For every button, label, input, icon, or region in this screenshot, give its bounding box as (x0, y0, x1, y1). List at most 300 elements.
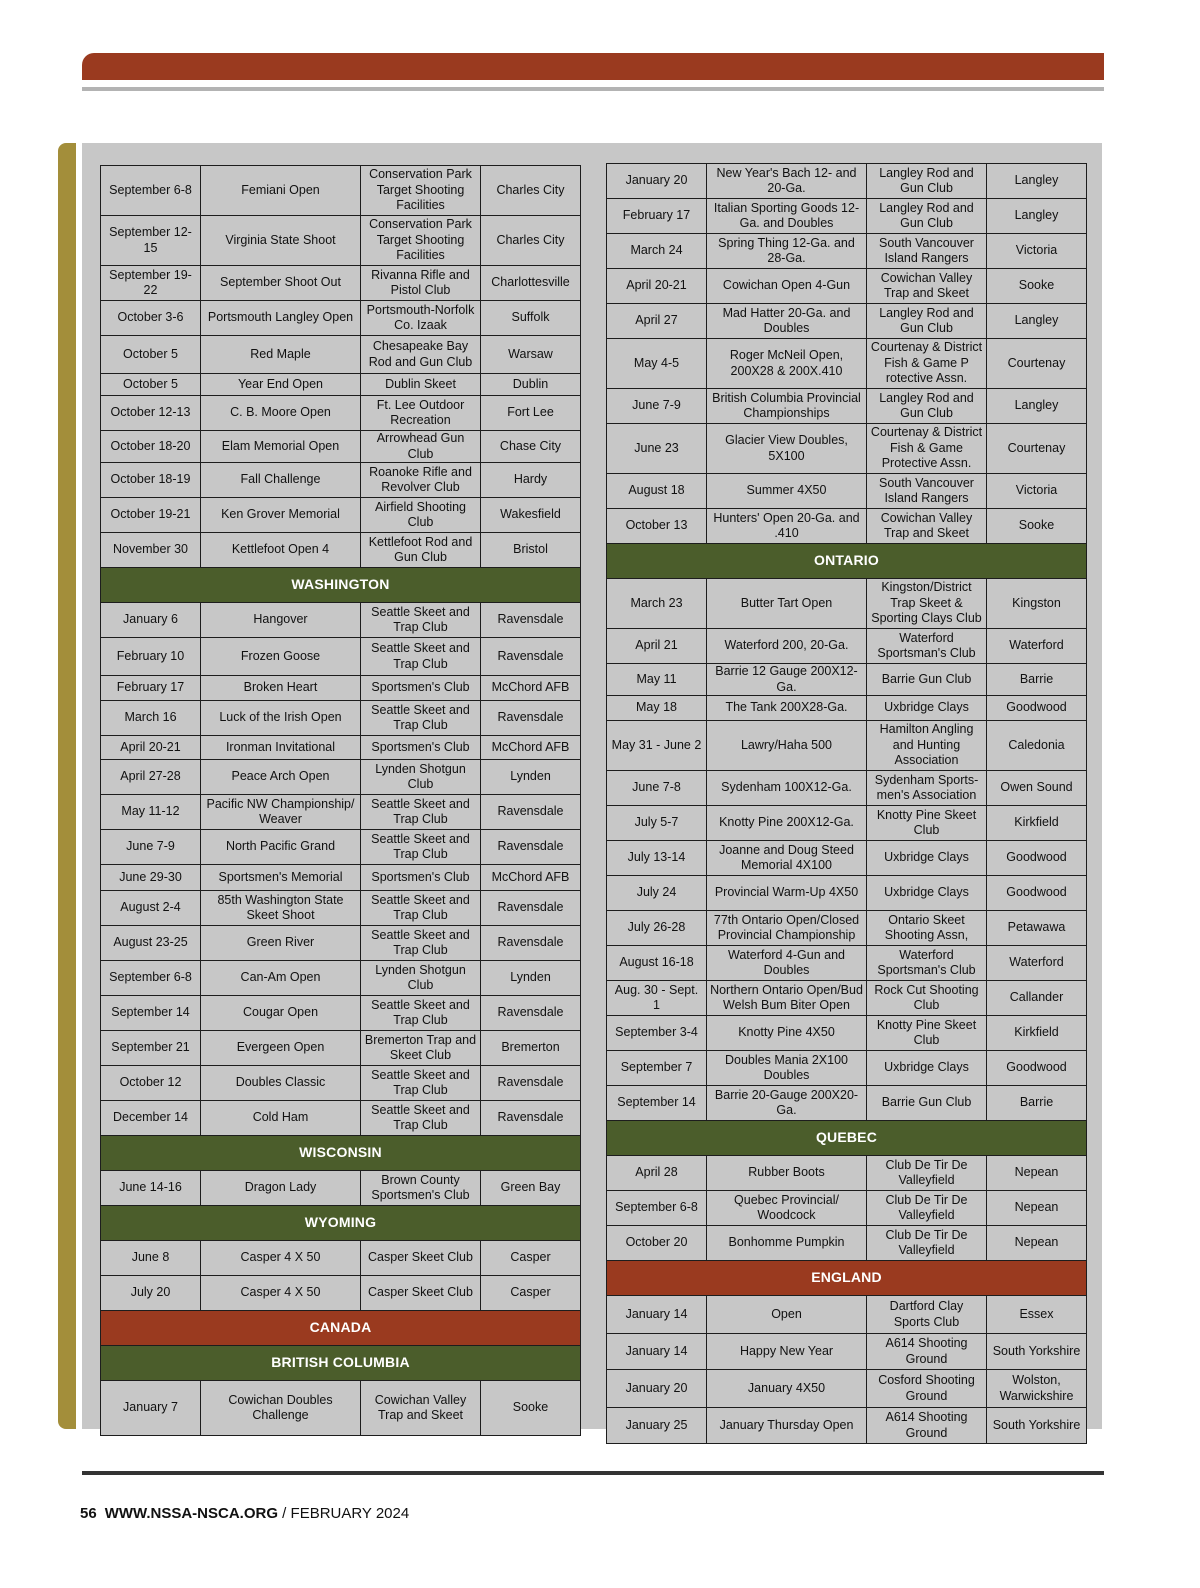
event-name: Broken Heart (201, 676, 361, 701)
event-club: Dublin Skeet (361, 374, 481, 396)
event-name: Frozen Goose (201, 638, 361, 676)
section-header: QUEBEC (607, 1121, 1087, 1156)
event-name: Cowichan Doubles Challenge (201, 1381, 361, 1436)
event-club: Club De Tir De Valleyfield (867, 1191, 987, 1226)
event-name: Roger McNeil Open, 200X28 & 200X.410 (707, 339, 867, 389)
event-club: Sportsmen's Club (361, 736, 481, 760)
event-city: Ravensdale (481, 830, 581, 865)
side-accent-bar (58, 143, 76, 1429)
event-date: January 14 (607, 1296, 707, 1334)
event-city: Nepean (987, 1156, 1087, 1191)
event-name: C. B. Moore Open (201, 396, 361, 431)
schedule-table-left (100, 165, 581, 1436)
event-club: Seattle Skeet and Trap Club (361, 996, 481, 1031)
event-name: Fall Challenge (201, 463, 361, 498)
top-rule (82, 87, 1104, 91)
table-row (101, 1031, 581, 1066)
table-row (101, 1066, 581, 1101)
event-name: September Shoot Out (201, 266, 361, 301)
event-date: June 7-9 (101, 830, 201, 865)
event-date: June 7-9 (607, 389, 707, 424)
event-club: A614 Shooting Ground (867, 1408, 987, 1444)
event-name: Ironman Invitational (201, 736, 361, 760)
event-city: Essex (987, 1296, 1087, 1334)
event-name: Joanne and Doug Steed Memorial 4X100 (707, 841, 867, 876)
event-name: Casper 4 X 50 (201, 1241, 361, 1276)
event-city: Langley (987, 304, 1087, 339)
table-row (607, 1016, 1087, 1051)
event-date: July 13-14 (607, 841, 707, 876)
event-city: Kirkfield (987, 1016, 1087, 1051)
event-city: Charles City (481, 166, 581, 216)
table-row (101, 498, 581, 533)
event-date: June 14-16 (101, 1171, 201, 1206)
event-date: April 21 (607, 629, 707, 664)
section-header-row (607, 1121, 1087, 1156)
table-row (607, 1086, 1087, 1121)
event-city: Courtenay (987, 339, 1087, 389)
event-club: Lynden Shotgun Club (361, 760, 481, 795)
table-row (607, 269, 1087, 304)
event-club: Seattle Skeet and Trap Club (361, 603, 481, 638)
event-name: Can-Am Open (201, 961, 361, 996)
event-city: McChord AFB (481, 676, 581, 701)
event-club: Courtenay & District Fish & Game P rotective Assn. (867, 339, 987, 389)
event-name: Red Maple (201, 336, 361, 374)
table-row (101, 926, 581, 961)
event-name: Knotty Pine 200X12-Ga. (707, 806, 867, 841)
table-row (101, 638, 581, 676)
event-date: February 17 (607, 199, 707, 234)
table-row (101, 891, 581, 926)
event-date: October 19-21 (101, 498, 201, 533)
table-row (607, 629, 1087, 664)
table-row (101, 795, 581, 830)
event-name: Waterford 4-Gun and Doubles (707, 946, 867, 981)
event-city: Hardy (481, 463, 581, 498)
event-date: January 6 (101, 603, 201, 638)
event-city: Ravensdale (481, 1066, 581, 1101)
event-city: Victoria (987, 474, 1087, 509)
table-row (607, 1051, 1087, 1086)
table-row (607, 876, 1087, 911)
event-name: Rubber Boots (707, 1156, 867, 1191)
event-name: Sportsmen's Memorial (201, 865, 361, 891)
event-city: Lynden (481, 961, 581, 996)
event-date: February 10 (101, 638, 201, 676)
event-club: Dartford Clay Sports Club (867, 1296, 987, 1334)
table-row (101, 701, 581, 736)
event-city: Fort Lee (481, 396, 581, 431)
event-date: January 20 (607, 164, 707, 199)
event-city: Goodwood (987, 696, 1087, 721)
table-row (607, 981, 1087, 1016)
event-city: Dublin (481, 374, 581, 396)
event-city: Victoria (987, 234, 1087, 269)
event-city: Sooke (987, 509, 1087, 544)
event-name: Happy New Year (707, 1334, 867, 1370)
event-city: Waterford (987, 629, 1087, 664)
event-club: Lynden Shotgun Club (361, 961, 481, 996)
table-row (607, 339, 1087, 389)
event-club: Barrie Gun Club (867, 1086, 987, 1121)
event-date: October 3-6 (101, 301, 201, 336)
event-date: May 18 (607, 696, 707, 721)
table-row (607, 721, 1087, 771)
event-city: Courtenay (987, 424, 1087, 474)
table-row (607, 1370, 1087, 1408)
event-name: Butter Tart Open (707, 579, 867, 629)
event-name: Doubles Classic (201, 1066, 361, 1101)
section-header-row (101, 1206, 581, 1241)
event-date: January 14 (607, 1334, 707, 1370)
event-city: Sooke (987, 269, 1087, 304)
schedule-table-right-body (607, 164, 1087, 1444)
table-row (607, 579, 1087, 629)
event-name: Dragon Lady (201, 1171, 361, 1206)
table-row (607, 304, 1087, 339)
event-club: Seattle Skeet and Trap Club (361, 701, 481, 736)
table-row (101, 301, 581, 336)
event-date: October 18-19 (101, 463, 201, 498)
event-date: January 7 (101, 1381, 201, 1436)
table-row (607, 424, 1087, 474)
event-city: Charles City (481, 216, 581, 266)
table-row (101, 1101, 581, 1136)
event-name: Summer 4X50 (707, 474, 867, 509)
event-city: Ravensdale (481, 701, 581, 736)
table-row (101, 1241, 581, 1276)
event-city: Lynden (481, 760, 581, 795)
event-name: 77th Ontario Open/Closed Provincial Championship (707, 911, 867, 946)
event-club: Seattle Skeet and Trap Club (361, 1066, 481, 1101)
event-city: Ravensdale (481, 795, 581, 830)
event-name: Glacier View Doubles, 5X100 (707, 424, 867, 474)
table-row (101, 830, 581, 865)
event-name: Cowichan Open 4-Gun (707, 269, 867, 304)
event-date: June 8 (101, 1241, 201, 1276)
table-row (101, 1381, 581, 1436)
event-city: South Yorkshire (987, 1408, 1087, 1444)
event-city: Petawawa (987, 911, 1087, 946)
event-club: Seattle Skeet and Trap Club (361, 795, 481, 830)
event-club: Ft. Lee Outdoor Recreation (361, 396, 481, 431)
event-city: Chase City (481, 431, 581, 463)
event-city: Nepean (987, 1226, 1087, 1261)
event-club: Chesapeake Bay Rod and Gun Club (361, 336, 481, 374)
event-name: Northern Ontario Open/Bud Welsh Bum Biter Open (707, 981, 867, 1016)
event-date: September 12-15 (101, 216, 201, 266)
event-date: September 6-8 (607, 1191, 707, 1226)
issue-date: FEBRUARY 2024 (290, 1505, 410, 1522)
event-name: Bonhomme Pumpkin (707, 1226, 867, 1261)
event-club: Uxbridge Clays (867, 696, 987, 721)
event-club: Casper Skeet Club (361, 1241, 481, 1276)
event-club: Knotty Pine Skeet Club (867, 806, 987, 841)
event-name: Hunters' Open 20-Ga. and .410 (707, 509, 867, 544)
page-number: 56 (80, 1505, 97, 1522)
event-club: Uxbridge Clays (867, 841, 987, 876)
event-date: August 2-4 (101, 891, 201, 926)
event-city: Langley (987, 389, 1087, 424)
event-name: Doubles Mania 2X100 Doubles (707, 1051, 867, 1086)
event-date: June 7-8 (607, 771, 707, 806)
section-header: CANADA (101, 1311, 581, 1346)
event-city: Wolston, Warwickshire (987, 1370, 1087, 1408)
event-club: Barrie Gun Club (867, 664, 987, 696)
event-club: Langley Rod and Gun Club (867, 164, 987, 199)
event-name: 85th Washington State Skeet Shoot (201, 891, 361, 926)
event-club: Airfield Shooting Club (361, 498, 481, 533)
event-city: Ravensdale (481, 603, 581, 638)
section-header-row (101, 568, 581, 603)
event-club: Seattle Skeet and Trap Club (361, 926, 481, 961)
table-row (607, 771, 1087, 806)
event-city: McChord AFB (481, 736, 581, 760)
event-name: Kettlefoot Open 4 (201, 533, 361, 568)
event-club: Kettlefoot Rod and Gun Club (361, 533, 481, 568)
event-name: January Thursday Open (707, 1408, 867, 1444)
event-date: March 24 (607, 234, 707, 269)
event-date: September 21 (101, 1031, 201, 1066)
event-city: Charlottesville (481, 266, 581, 301)
table-row (607, 199, 1087, 234)
event-club: Sportsmen's Club (361, 865, 481, 891)
event-date: October 5 (101, 336, 201, 374)
event-city: Caledonia (987, 721, 1087, 771)
event-city: Ravensdale (481, 926, 581, 961)
event-date: September 6-8 (101, 166, 201, 216)
event-city: Casper (481, 1276, 581, 1311)
event-date: August 16-18 (607, 946, 707, 981)
event-city: Sooke (481, 1381, 581, 1436)
event-name: Evergeen Open (201, 1031, 361, 1066)
event-date: April 28 (607, 1156, 707, 1191)
event-name: Peace Arch Open (201, 760, 361, 795)
event-club: Sydenham Sports-men's Association (867, 771, 987, 806)
event-city: Ravensdale (481, 638, 581, 676)
event-date: April 27 (607, 304, 707, 339)
event-name: Cougar Open (201, 996, 361, 1031)
event-club: South Vancouver Island Rangers (867, 234, 987, 269)
event-name: The Tank 200X28-Ga. (707, 696, 867, 721)
event-name: Pacific NW Championship/ Weaver (201, 795, 361, 830)
event-club: Cowichan Valley Trap and Skeet (867, 509, 987, 544)
event-club: Kingston/District Trap Skeet & Sporting Clays Club (867, 579, 987, 629)
event-name: Ken Grover Memorial (201, 498, 361, 533)
schedule-table-left-body (101, 166, 581, 1436)
event-club: Courtenay & District Fish & Game Protective Assn. (867, 424, 987, 474)
footer-separator: / (278, 1505, 291, 1522)
event-name: New Year's Bach 12- and 20-Ga. (707, 164, 867, 199)
event-club: Seattle Skeet and Trap Club (361, 1101, 481, 1136)
event-name: Knotty Pine 4X50 (707, 1016, 867, 1051)
event-club: A614 Shooting Ground (867, 1334, 987, 1370)
event-name: Hangover (201, 603, 361, 638)
table-row (101, 961, 581, 996)
table-row (101, 865, 581, 891)
event-name: Italian Sporting Goods 12-Ga. and Doubles (707, 199, 867, 234)
event-club: Bremerton Trap and Skeet Club (361, 1031, 481, 1066)
event-club: Hamilton Angling and Hunting Association (867, 721, 987, 771)
section-header-row (101, 1346, 581, 1381)
event-city: Bremerton (481, 1031, 581, 1066)
event-name: Mad Hatter 20-Ga. and Doubles (707, 304, 867, 339)
event-date: May 31 - June 2 (607, 721, 707, 771)
event-name: Virginia State Shoot (201, 216, 361, 266)
event-club: Club De Tir De Valleyfield (867, 1156, 987, 1191)
event-city: Green Bay (481, 1171, 581, 1206)
event-date: January 20 (607, 1370, 707, 1408)
table-row (607, 1296, 1087, 1334)
event-date: March 16 (101, 701, 201, 736)
event-name: Portsmouth Langley Open (201, 301, 361, 336)
event-date: July 26-28 (607, 911, 707, 946)
event-date: September 14 (101, 996, 201, 1031)
section-header: BRITISH COLUMBIA (101, 1346, 581, 1381)
table-row (607, 806, 1087, 841)
event-club: Rock Cut Shooting Club (867, 981, 987, 1016)
event-city: McChord AFB (481, 865, 581, 891)
table-row (607, 474, 1087, 509)
table-row (101, 1171, 581, 1206)
event-name: Open (707, 1296, 867, 1334)
event-name: Sydenham 100X12-Ga. (707, 771, 867, 806)
event-city: Kingston (987, 579, 1087, 629)
table-row (607, 946, 1087, 981)
event-date: June 23 (607, 424, 707, 474)
event-name: Luck of the Irish Open (201, 701, 361, 736)
event-city: Ravensdale (481, 1101, 581, 1136)
section-header: WYOMING (101, 1206, 581, 1241)
table-row (101, 374, 581, 396)
event-club: Seattle Skeet and Trap Club (361, 638, 481, 676)
table-row (101, 396, 581, 431)
event-date: May 11-12 (101, 795, 201, 830)
table-row (607, 664, 1087, 696)
event-city: Nepean (987, 1191, 1087, 1226)
event-name: Barrie 12 Gauge 200X12-Ga. (707, 664, 867, 696)
event-date: January 25 (607, 1408, 707, 1444)
event-date: October 5 (101, 374, 201, 396)
event-date: April 27-28 (101, 760, 201, 795)
event-city: Warsaw (481, 336, 581, 374)
event-name: January 4X50 (707, 1370, 867, 1408)
event-city: Bristol (481, 533, 581, 568)
table-row (607, 696, 1087, 721)
section-header-row (607, 1261, 1087, 1296)
event-date: June 29-30 (101, 865, 201, 891)
event-club: Langley Rod and Gun Club (867, 389, 987, 424)
section-header: WISCONSIN (101, 1136, 581, 1171)
event-club: Portsmouth-Norfolk Co. Izaak (361, 301, 481, 336)
event-club: Conservation Park Target Shooting Facilities (361, 216, 481, 266)
event-club: Conservation Park Target Shooting Facilities (361, 166, 481, 216)
event-club: Waterford Sportsman's Club (867, 629, 987, 664)
table-row (607, 1191, 1087, 1226)
event-club: Ontario Skeet Shooting Assn, (867, 911, 987, 946)
event-name: Lawry/Haha 500 (707, 721, 867, 771)
table-row (607, 509, 1087, 544)
table-row (607, 164, 1087, 199)
event-name: Casper 4 X 50 (201, 1276, 361, 1311)
event-club: Cowichan Valley Trap and Skeet (361, 1381, 481, 1436)
event-date: April 20-21 (607, 269, 707, 304)
event-city: Barrie (987, 1086, 1087, 1121)
event-name: North Pacific Grand (201, 830, 361, 865)
event-city: Wakesfield (481, 498, 581, 533)
event-date: October 18-20 (101, 431, 201, 463)
event-date: August 23-25 (101, 926, 201, 961)
schedule-table-right (606, 163, 1087, 1444)
event-date: July 5-7 (607, 806, 707, 841)
event-club: South Vancouver Island Rangers (867, 474, 987, 509)
event-date: October 12-13 (101, 396, 201, 431)
event-city: Suffolk (481, 301, 581, 336)
event-date: November 30 (101, 533, 201, 568)
table-row (101, 1276, 581, 1311)
event-club: Waterford Sportsman's Club (867, 946, 987, 981)
event-date: October 13 (607, 509, 707, 544)
event-date: Aug. 30 - Sept. 1 (607, 981, 707, 1016)
site-url[interactable]: WWW.NSSA-NSCA.ORG (104, 1505, 279, 1522)
table-row (607, 389, 1087, 424)
table-row (101, 266, 581, 301)
event-club: Uxbridge Clays (867, 876, 987, 911)
table-row (101, 431, 581, 463)
event-name: British Columbia Provincial Championships (707, 389, 867, 424)
event-club: Knotty Pine Skeet Club (867, 1016, 987, 1051)
event-name: Barrie 20-Gauge 200X20-Ga. (707, 1086, 867, 1121)
event-city: Kirkfield (987, 806, 1087, 841)
event-club: Seattle Skeet and Trap Club (361, 891, 481, 926)
event-date: March 23 (607, 579, 707, 629)
event-date: September 14 (607, 1086, 707, 1121)
table-row (607, 841, 1087, 876)
event-club: Rivanna Rifle and Pistol Club (361, 266, 481, 301)
event-city: Casper (481, 1241, 581, 1276)
event-date: July 20 (101, 1276, 201, 1311)
event-city: Ravensdale (481, 891, 581, 926)
event-city: South Yorkshire (987, 1334, 1087, 1370)
event-club: Langley Rod and Gun Club (867, 199, 987, 234)
event-date: September 19-22 (101, 266, 201, 301)
section-header-row (607, 544, 1087, 579)
table-row (607, 1156, 1087, 1191)
section-header: WASHINGTON (101, 568, 581, 603)
event-club: Langley Rod and Gun Club (867, 304, 987, 339)
event-date: February 17 (101, 676, 201, 701)
bottom-rule (82, 1471, 1104, 1475)
event-city: Owen Sound (987, 771, 1087, 806)
table-row (101, 166, 581, 216)
event-city: Callander (987, 981, 1087, 1016)
event-date: December 14 (101, 1101, 201, 1136)
event-club: Cowichan Valley Trap and Skeet (867, 269, 987, 304)
event-city: Goodwood (987, 876, 1087, 911)
event-club: Arrowhead Gun Club (361, 431, 481, 463)
event-date: October 12 (101, 1066, 201, 1101)
table-row (607, 1408, 1087, 1444)
event-date: May 4-5 (607, 339, 707, 389)
event-name: Femiani Open (201, 166, 361, 216)
table-row (101, 216, 581, 266)
table-row (607, 1334, 1087, 1370)
event-city: Langley (987, 164, 1087, 199)
event-name: Spring Thing 12-Ga. and 28-Ga. (707, 234, 867, 269)
event-date: April 20-21 (101, 736, 201, 760)
event-city: Barrie (987, 664, 1087, 696)
